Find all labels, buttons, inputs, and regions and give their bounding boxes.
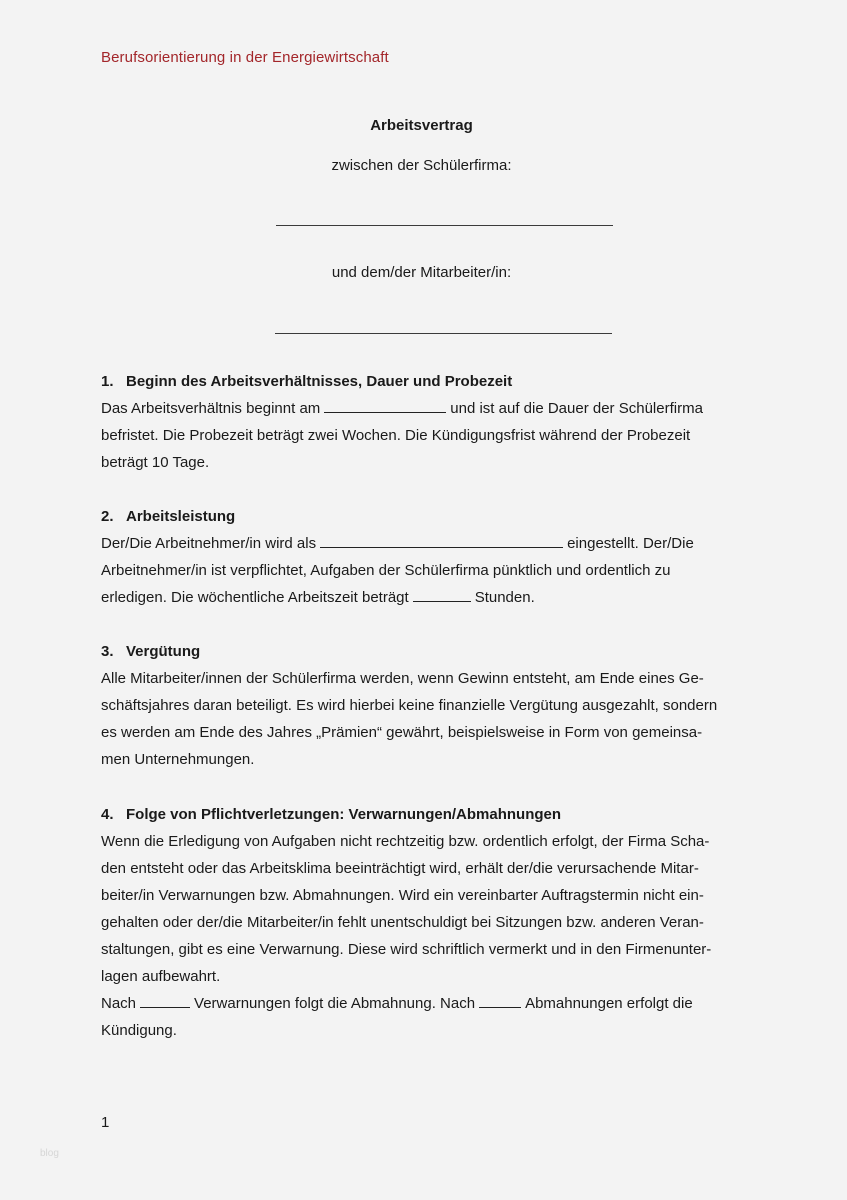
text-line [101,530,761,557]
start-date-blank[interactable] [324,398,446,413]
section-title: Arbeitsleistung [126,508,236,525]
employee-name-line[interactable] [275,333,612,334]
section-title: Vergütung [126,643,201,660]
section-heading [101,638,761,665]
text-segment: Nach [101,995,137,1012]
between-company-label-text: zwischen der Schülerfirma: [331,157,512,174]
warnings-count-blank[interactable] [140,993,190,1008]
employee-label [0,264,847,281]
text-segment: Abmahnungen erfolgt die [525,995,693,1012]
section-4 [101,801,761,1044]
text-line: men Unternehmungen. [101,751,255,768]
text-segment: Stunden. [474,589,535,606]
text-line: Wenn die Erledigung von Aufgaben nicht rechtzeitig bzw. ordentlich erfolgt, der Firma Scha- [101,833,710,850]
text-line: Kündigung. [101,1022,177,1039]
job-title-blank[interactable] [320,533,563,548]
text-segment: erledigen. Die wöchentliche Arbeitszeit beträgt [101,589,409,606]
section-body [101,395,761,476]
text-segment: eingestellt. Der/Die [567,535,694,552]
section-3 [101,638,761,773]
employee-label-text: und dem/der Mitarbeiter/in: [331,264,512,281]
text-segment: Der/Die Arbeitnehmer/in wird als [101,535,317,552]
section-heading [101,801,761,828]
section-number: 3. [101,643,114,660]
text-line: lagen aufbewahrt. [101,968,221,985]
text-line: beträgt 10 Tage. [101,454,210,471]
section-body [101,828,761,1044]
text-line: befristet. Die Probezeit beträgt zwei Wochen. Die Kündigungsfrist während der Probezeit [101,427,691,444]
document-title-text: Arbeitsvertrag [370,117,473,134]
text-line: schäftsjahres daran beteiligt. Es wird hierbei keine finanzielle Vergütung ausgezahlt, sondern [101,697,718,714]
text-line [101,584,761,611]
text-line [101,395,761,422]
text-line: Arbeitnehmer/in ist verpflichtet, Aufgaben der Schülerfirma pünktlich und ordentlich zu [101,562,671,579]
text-line: den entsteht oder das Arbeitsklima beeinträchtigt wird, erhält der/die verursachende Mitar- [101,860,699,877]
text-segment: Das Arbeitsverhältnis beginnt am [101,400,321,417]
section-1 [101,368,761,476]
section-heading [101,503,761,530]
between-company-label [0,157,847,174]
section-number: 1. [101,373,114,390]
reprimands-count-blank[interactable] [479,993,521,1008]
section-title: Beginn des Arbeitsverhältnisses, Dauer und Probezeit [126,373,513,390]
section-title: Folge von Pflichtverletzungen: Verwarnungen/Abmahnungen [126,806,562,823]
weekly-hours-blank[interactable] [413,587,471,602]
text-line: es werden am Ende des Jahres „Prämien“ gewährt, beispielsweise in Form von gemeinsa- [101,724,703,741]
section-number: 2. [101,508,114,525]
text-line: Alle Mitarbeiter/innen der Schülerfirma werden, wenn Gewinn entsteht, am Ende eines Ge- [101,670,704,687]
page-number: 1 [101,1114,110,1131]
section-number: 4. [101,806,114,823]
section-body [101,665,761,773]
text-line: gehalten oder der/die Mitarbeiter/in fehlt unentschuldigt bei Sitzungen bzw. anderen Veran- [101,914,704,931]
text-line [101,990,761,1017]
document-title [0,117,847,134]
company-name-line[interactable] [276,225,613,226]
section-body [101,530,761,611]
text-line: beiter/in Verwarnungen bzw. Abmahnungen. Wird ein vereinbarter Auftragstermin nicht ein- [101,887,704,904]
text-line: staltungen, gibt es eine Verwarnung. Diese wird schriftlich vermerkt und in den Firmenunter- [101,941,712,958]
text-segment: und ist auf die Dauer der Schülerfirma [450,400,703,417]
document-header: Berufsorientierung in der Energiewirtschaft [101,49,389,66]
section-heading [101,368,761,395]
text-segment: Verwarnungen folgt die Abmahnung. Nach [194,995,476,1012]
section-2 [101,503,761,611]
watermark: blog [40,1148,59,1159]
